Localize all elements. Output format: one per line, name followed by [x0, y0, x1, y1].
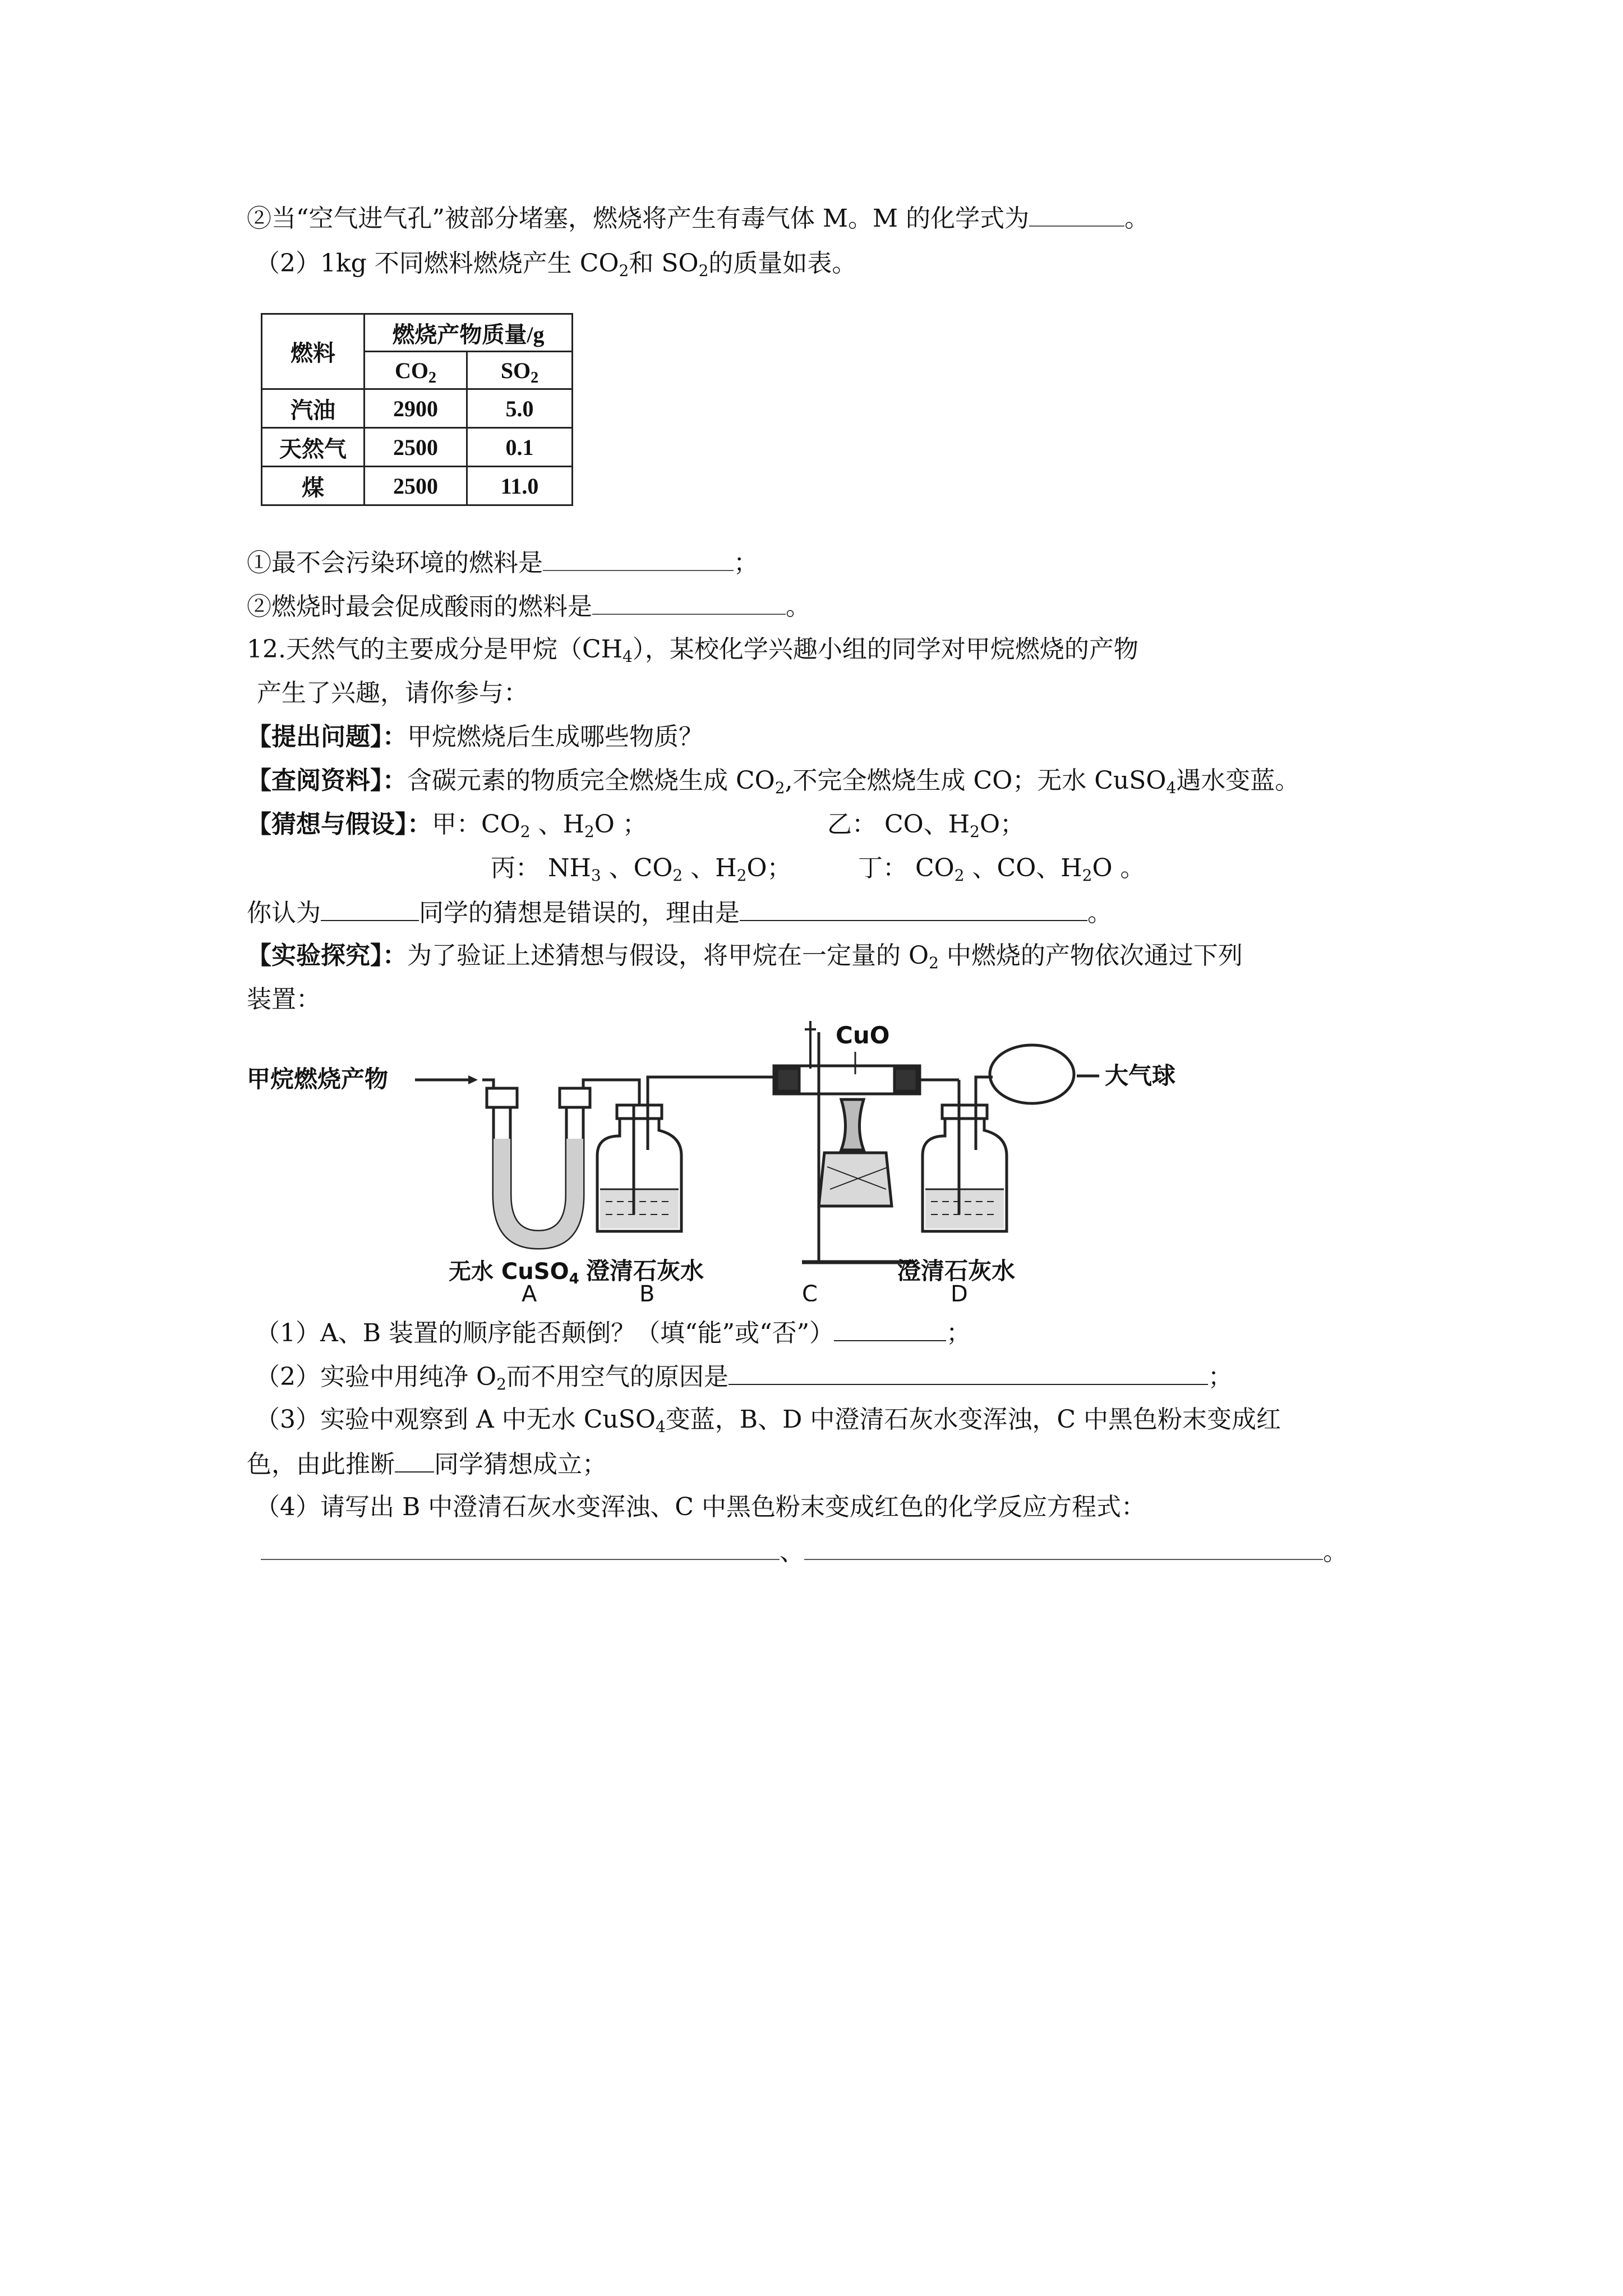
q12-sub4-answers: 、 。 — [261, 1534, 1348, 1569]
cell-so2: 5.0 — [467, 389, 573, 428]
input-label: 甲烷燃烧产物 — [247, 1065, 389, 1093]
intro-text-c: 的质量如表。 — [708, 249, 857, 278]
header-fuel: 燃料 — [262, 314, 365, 389]
sub: 2 — [619, 261, 629, 280]
letter-d: D — [951, 1281, 968, 1301]
section-label: 【猜想与假设】： — [247, 810, 432, 839]
answer-blank-equation-b[interactable] — [261, 1534, 780, 1560]
balloon — [990, 1045, 1074, 1103]
q12-references: 【查阅资料】：含碳元素的物质完全燃烧生成 $CO_2$,不完全燃烧生成 CO；无水 CuSO$_4$遇水变蓝。 — [247, 766, 1300, 797]
section-label: 【实验探究】： — [247, 941, 407, 970]
q12-hypothesis-1: 【猜想与假设】：甲：$CO_2$ 、$H_2O$ ； — [247, 810, 647, 841]
q12-hypothesis-bing: 丙： $NH_3$ 、$CO_2$ 、$H_2O$； — [491, 854, 792, 885]
q-text: ①最不会污染环境的燃料是 — [247, 549, 543, 577]
letter-b: B — [639, 1281, 655, 1301]
cell-co2: 2900 — [365, 389, 467, 428]
header-co2: $CO_2$ — [365, 352, 467, 389]
q11-intro — [255, 247, 856, 280]
balloon-label: 大气球 — [1105, 1062, 1176, 1089]
q12-sub1: （1）A、B 装置的顺序能否颠倒？（填“能”或“否”） ； — [255, 1315, 971, 1350]
q11-sub2 — [247, 589, 810, 624]
q12-hypothesis-yi: 乙： CO、$H_2O$； — [827, 810, 1025, 841]
punct: 。 — [786, 592, 810, 621]
sub: 2 — [698, 261, 709, 280]
q12-sub3-cont: 色，由此推断 同学猜想成立； — [247, 1447, 607, 1481]
answer-blank-cleanest-fuel[interactable] — [543, 545, 734, 571]
q12-sub4: （4）请写出 B 中澄清石灰水变浑浊、C 中黑色粉末变成红色的化学反应方程式： — [255, 1493, 1146, 1521]
table-row — [262, 389, 573, 428]
intro-text-b: 和 SO — [629, 249, 699, 278]
punct: ； — [734, 549, 758, 577]
cell-so2: 11.0 — [467, 467, 573, 505]
answer-blank-acid-rain-fuel[interactable] — [592, 589, 786, 615]
q12-line1: 12.天然气的主要成分是甲烷$(CH_4)$，某校化学兴趣小组的同学对甲烷燃烧的产物 — [247, 635, 1138, 666]
label-b: 澄清石灰水 — [586, 1257, 704, 1285]
cell-co2: 2500 — [365, 467, 467, 505]
punct: 。 — [1124, 204, 1150, 233]
q-text: ②燃烧时最会促成酸雨的燃料是 — [247, 592, 592, 621]
q12-wrong-guess: 你认为 同学的猜想是错误的，理由是 。 — [247, 895, 1112, 930]
table-row — [262, 428, 573, 467]
q11-part2-line — [247, 201, 1149, 236]
q11-part2-text: ②当“空气进气孔”被部分堵塞，燃烧将产生有毒气体 M。M 的化学式为 — [247, 204, 1030, 233]
header-products: 燃烧产物质量/g — [365, 314, 573, 352]
answer-blank-order[interactable] — [834, 1315, 946, 1341]
answer-blank-pure-o2-reason[interactable] — [728, 1359, 1208, 1385]
q12-line2: 产生了兴趣，请你参与： — [257, 679, 528, 707]
burner-flame — [841, 1099, 864, 1150]
q12-apparatus-intro: 装置： — [247, 985, 321, 1014]
cell-so2: 0.1 — [467, 428, 573, 467]
answer-blank-wrong-student[interactable] — [321, 895, 419, 921]
q12-sub2: （2）实验中用纯净 $O_2$而不用空气的原因是 ； — [255, 1359, 1233, 1394]
letter-a: A — [522, 1281, 537, 1301]
answer-blank-equation-c[interactable] — [804, 1534, 1323, 1560]
answer-blank-m[interactable] — [1029, 201, 1124, 227]
answer-blank-reason[interactable] — [740, 895, 1087, 921]
label-d: 澄清石灰水 — [897, 1257, 1016, 1285]
cell-fuel: 天然气 — [262, 428, 365, 467]
cell-co2: 2500 — [365, 428, 467, 467]
q11-sub1 — [247, 545, 758, 580]
q12-question: 【提出问题】：甲烷燃烧后生成哪些物质？ — [247, 723, 703, 751]
table-row — [262, 467, 573, 505]
q12-sub3: （3）实验中观察到 A 中无水 CuSO$_4$变蓝，B、D 中澄清石灰水变浑浊，C 中黑色粉末变成红 — [255, 1405, 1281, 1436]
cuo-label: CuO — [836, 1022, 890, 1049]
cell-fuel: 煤 — [262, 467, 365, 505]
q12-hypothesis-ding: 丁： $CO_2$ 、CO、$H_2O$ 。 — [858, 854, 1145, 885]
label-a: 无水 CuSO$_4$ — [449, 1259, 579, 1287]
header-so2: $SO_2$ — [467, 352, 573, 389]
answer-blank-correct-student[interactable] — [395, 1447, 434, 1473]
apparatus-diagram — [247, 1021, 1228, 1301]
intro-text-a: （2）1kg 不同燃料燃烧产生 CO — [255, 249, 619, 278]
q12-experiment: 【实验探究】：为了验证上述猜想与假设，将甲烷在一定量的 $O_2$ 中燃烧的产物依次通过下列 — [247, 941, 1243, 972]
cell-fuel: 汽油 — [262, 389, 365, 428]
fuel-emission-table — [261, 313, 573, 506]
section-label: 【提出问题】： — [247, 723, 407, 751]
section-label: 【查阅资料】： — [247, 766, 407, 795]
letter-c: C — [802, 1281, 818, 1301]
